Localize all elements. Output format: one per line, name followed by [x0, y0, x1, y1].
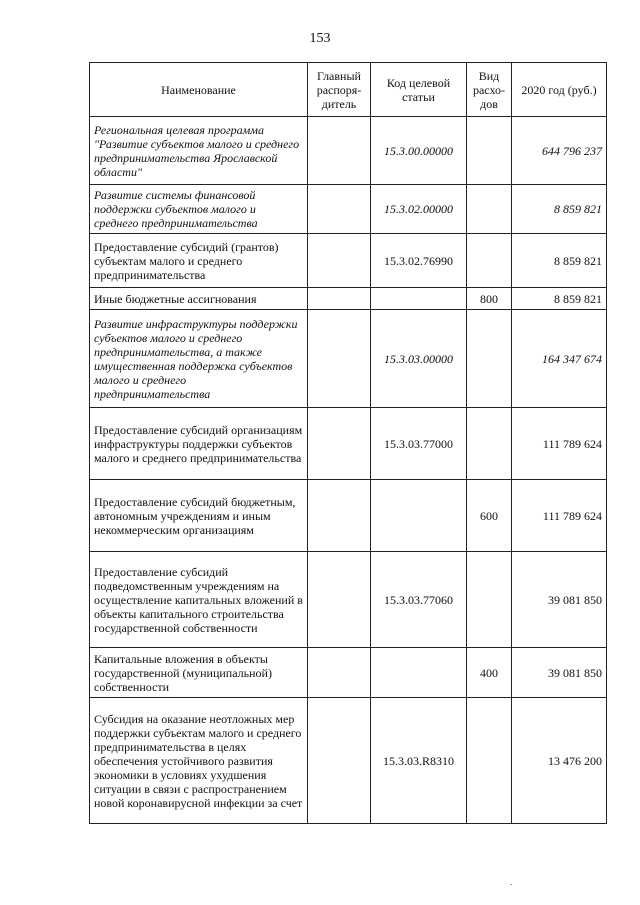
cell-code — [371, 480, 467, 552]
budget-table — [89, 62, 607, 824]
cell-amount: 644 796 237 — [512, 117, 607, 185]
cell-name: Развитие системы финансовой поддержки субъектов малого и среднего предпринимательства — [90, 185, 308, 234]
cell-code: 15.3.03.R8310 — [371, 698, 467, 824]
table-row — [90, 117, 607, 185]
cell-code — [371, 648, 467, 698]
cell-name: Иные бюджетные ассигнования — [90, 288, 308, 310]
header-amount: 2020 год (руб.) — [512, 63, 607, 117]
cell-amount: 111 789 624 — [512, 408, 607, 480]
cell-type: 400 — [467, 648, 512, 698]
cell-amount: 39 081 850 — [512, 552, 607, 648]
stray-mark — [510, 884, 512, 885]
cell-type: 600 — [467, 480, 512, 552]
cell-manager — [308, 310, 371, 408]
header-manager: Главный распоря- дитель — [308, 63, 371, 117]
cell-code: 15.3.03.77060 — [371, 552, 467, 648]
cell-type — [467, 310, 512, 408]
cell-code: 15.3.03.00000 — [371, 310, 467, 408]
cell-name: Субсидия на оказание неотложных мер поддержки субъектам малого и среднего предпринимательства в целях обеспечения устойчивого развития экономики в условиях ухудшения ситуации в связи с распространением новой коронавирусной инфекции за счет — [90, 698, 308, 824]
header-name: Наименование — [90, 63, 308, 117]
cell-amount: 13 476 200 — [512, 698, 607, 824]
cell-amount: 8 859 821 — [512, 288, 607, 310]
cell-manager — [308, 234, 371, 288]
page-number: 153 — [309, 31, 331, 46]
cell-manager — [308, 185, 371, 234]
cell-code: 15.3.02.00000 — [371, 185, 467, 234]
cell-amount: 8 859 821 — [512, 234, 607, 288]
table-header-row — [90, 63, 607, 117]
cell-name: Предоставление субсидий подведомственным учреждениям на осуществление капитальных вложений в объекты капитального строительства государственной собственности — [90, 552, 308, 648]
table-row — [90, 288, 607, 310]
table-row — [90, 408, 607, 480]
cell-manager — [308, 408, 371, 480]
table-row — [90, 234, 607, 288]
cell-type — [467, 185, 512, 234]
cell-type — [467, 117, 512, 185]
cell-code — [371, 288, 467, 310]
table-row — [90, 185, 607, 234]
cell-amount: 39 081 850 — [512, 648, 607, 698]
cell-type — [467, 698, 512, 824]
cell-type — [467, 234, 512, 288]
table-row — [90, 648, 607, 698]
table-body — [90, 117, 607, 824]
cell-code: 15.3.03.77000 — [371, 408, 467, 480]
cell-manager — [308, 648, 371, 698]
cell-amount: 111 789 624 — [512, 480, 607, 552]
cell-name: Предоставление субсидий бюджетным, автономным учреждениям и иным некоммерческим организациям — [90, 480, 308, 552]
cell-name: Предоставление субсидий организациям инфраструктуры поддержки субъектов малого и среднего предпринимательства — [90, 408, 308, 480]
cell-type — [467, 408, 512, 480]
cell-manager — [308, 117, 371, 185]
table-row — [90, 698, 607, 824]
cell-type: 800 — [467, 288, 512, 310]
cell-name: Региональная целевая программа "Развитие субъектов малого и среднего предпринимательства Ярославской области" — [90, 117, 308, 185]
cell-name: Предоставление субсидий (грантов) субъектам малого и среднего предпринимательства — [90, 234, 308, 288]
cell-manager — [308, 698, 371, 824]
table-row — [90, 552, 607, 648]
table-row — [90, 310, 607, 408]
cell-code: 15.3.00.00000 — [371, 117, 467, 185]
cell-amount: 164 347 674 — [512, 310, 607, 408]
cell-manager — [308, 288, 371, 310]
cell-manager — [308, 552, 371, 648]
header-type: Вид расхо- дов — [467, 63, 512, 117]
cell-type — [467, 552, 512, 648]
cell-manager — [308, 480, 371, 552]
cell-name: Капитальные вложения в объекты государственной (муниципальной) собственности — [90, 648, 308, 698]
table-row — [90, 480, 607, 552]
header-code: Код целевой статьи — [371, 63, 467, 117]
cell-name: Развитие инфраструктуры поддержки субъектов малого и среднего предпринимательства, а также имущественная поддержка субъектов малого и среднего предпринимательства — [90, 310, 308, 408]
cell-amount: 8 859 821 — [512, 185, 607, 234]
cell-code: 15.3.02.76990 — [371, 234, 467, 288]
